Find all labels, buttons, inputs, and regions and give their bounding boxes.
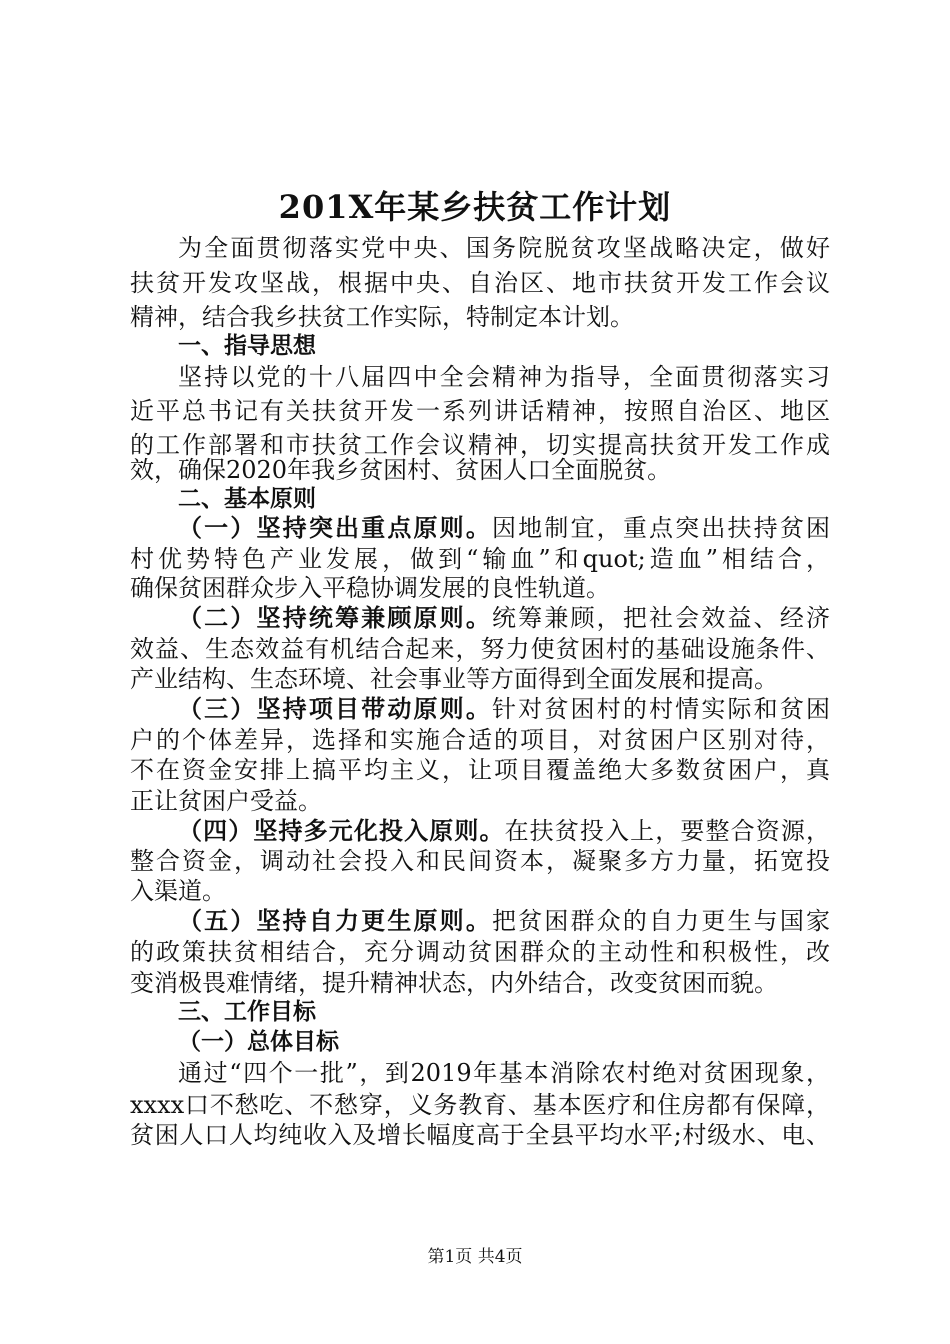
section3-line: xxxx口不愁吃、不愁穿，义务教育、基本医疗和住房都有保障， [130, 1091, 830, 1119]
section-heading: 二、基本原则 [178, 486, 316, 512]
principle-line: 变消极畏难情绪，提升精神状态，内外结合，改变贫困而貌。 [130, 969, 778, 997]
principle-title: （一）坚持突出重点原则。 [178, 514, 492, 542]
section-heading: 三、工作目标 [178, 999, 316, 1025]
principle-line: 的政策扶贫相结合，充分调动贫困群众的主动性和积极性，改 [130, 938, 830, 966]
page-footer: 第1页 共4页 [427, 1247, 523, 1267]
document-title: 201X年某乡扶贫工作计划 [278, 188, 672, 226]
principle-title: （五）坚持自力更生原则。 [178, 907, 492, 935]
principle-text: 把贫困群众的自力更生与国家 [492, 907, 830, 935]
principle-line: 整合资金，调动社会投入和民间资本，凝聚多方力量，拓宽投 [130, 847, 830, 875]
principle-line: 村优势特色产业发展，做到“输血”和quot;造血”相结合， [130, 545, 830, 573]
subsection-heading: （一）总体目标 [178, 1029, 339, 1055]
section1-line: 效，确保2020年我乡贫困村、贫困人口全面脱贫。 [130, 456, 672, 484]
principle-line: 确保贫困群众步入平稳协调发展的良性轨道。 [130, 574, 610, 602]
section3-line: 贫困人口人均纯收入及增长幅度高于全县平均水平;村级水、电、 [130, 1121, 830, 1149]
principle-line: 入渠道。 [130, 877, 226, 905]
section1-line: 近平总书记有关扶贫开发一系列讲话精神，按照自治区、地区 [130, 397, 830, 425]
principle-line: 不在资金安排上搞平均主义，让项目覆盖绝大多数贫困户，真 [130, 756, 830, 784]
intro-line: 扶贫开发攻坚战，根据中央、自治区、地市扶贫开发工作会议 [130, 269, 830, 297]
principle-line: 产业结构、生态环境、社会事业等方面得到全面发展和提高。 [130, 665, 778, 693]
section-heading: 一、指导思想 [178, 333, 316, 359]
section1-line: 的工作部署和市扶贫工作会议精神，切实提高扶贫开发工作成 [130, 431, 830, 459]
principle-paragraph [178, 816, 830, 846]
section3-line: 通过“四个一批”，到2019年基本消除农村绝对贫困现象， [178, 1059, 830, 1087]
principle-paragraph [178, 906, 830, 936]
principle-text: 在扶贫投入上，要整合资源， [504, 817, 831, 845]
principle-text: 统筹兼顾，把社会效益、经济 [492, 604, 830, 632]
principle-title: （二）坚持统筹兼顾原则。 [178, 604, 492, 632]
section1-line: 坚持以党的十八届四中全会精神为指导，全面贯彻落实习 [178, 363, 830, 391]
principle-paragraph [178, 603, 830, 633]
principle-line: 户的个体差异，选择和实施合适的项目，对贫困户区别对待， [130, 726, 830, 754]
principle-paragraph [178, 694, 830, 724]
principle-title: （三）坚持项目带动原则。 [178, 695, 492, 723]
principle-title: （四）坚持多元化投入原则。 [178, 817, 505, 845]
intro-line: 精神，结合我乡扶贫工作实际，特制定本计划。 [130, 303, 634, 331]
principle-text: 因地制宜，重点突出扶持贫困 [492, 514, 830, 542]
principle-line: 正让贫困户受益。 [130, 787, 322, 815]
principle-line: 效益、生态效益有机结合起来，努力使贫困村的基础设施条件、 [130, 635, 830, 663]
intro-line: 为全面贯彻落实党中央、国务院脱贫攻坚战略决定，做好 [178, 234, 830, 262]
principle-paragraph [178, 513, 830, 543]
principle-text: 针对贫困村的村情实际和贫困 [492, 695, 830, 723]
